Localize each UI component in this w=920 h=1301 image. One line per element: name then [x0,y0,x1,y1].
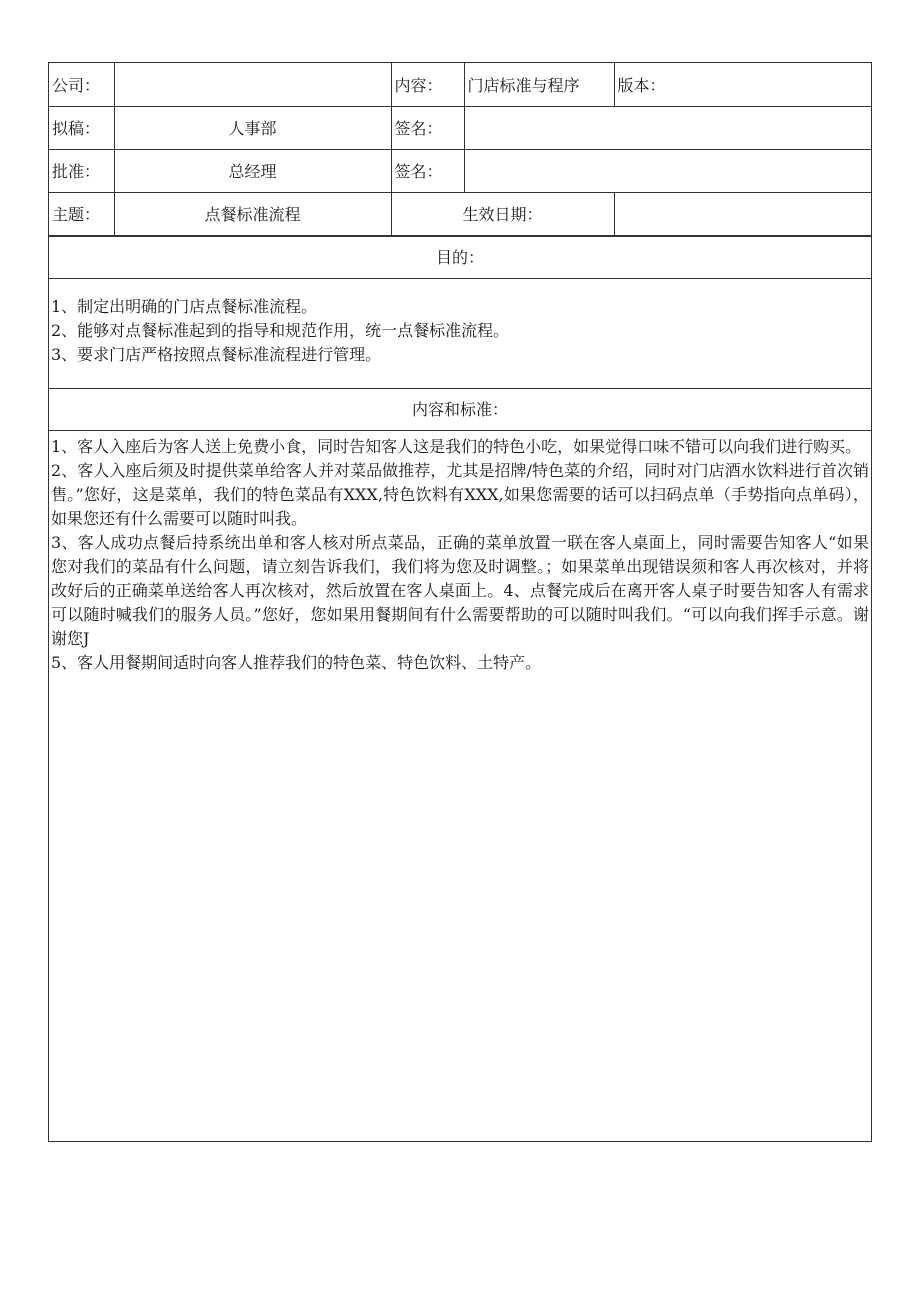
purpose-item: 2、能够对点餐标准起到的指导和规范作用，统一点餐标准流程。 [51,320,510,340]
header-table [49,63,872,236]
content-paragraph: 1、客人入座后为客人送上免费小食，同时告知客人这是我们的特色小吃，如果觉得口味不错可以向我们进行购买。 [51,436,862,456]
draft-label: 拟稿： [49,106,114,149]
sign-label-2: 签名： [391,149,464,192]
sign-value-2 [464,149,872,192]
effective-date-label: 生效日期： [391,192,614,235]
effective-date-value [614,192,872,235]
document-frame [48,62,872,1142]
approve-label: 批准： [49,149,114,192]
purpose-item: 1、制定出明确的门店点餐标准流程。 [51,296,318,316]
company-value [114,63,391,106]
header-row-2 [49,106,872,149]
header-row-3 [49,149,872,192]
content-paragraph: 3、客人成功点餐后持系统出单和客人核对所点菜品，正确的菜单放置一联在客人桌面上，同时需要告知客人“如果您对我们的菜品有什么问题，请立刻告诉我们，我们将为您及时调整。；如果菜单出现错误须和客人再次核对，并将改好后的正确菜单送给客人再次核对，然后放置在客人桌面上。4、点餐完成后在离开客人桌子时要告知客人有需求可以随时喊我们的服务人员。”您好，您如果用餐期间有什么需要帮助的可以随时叫我们。“可以向我们挥手示意。谢谢您J [51,532,869,648]
content-body [49,430,871,683]
header-row-1 [49,63,872,106]
content-paragraph: 2、客人入座后须及时提供菜单给客人并对菜品做推荐，尤其是招牌/特色菜的介绍，同时对门店酒水饮料进行首次销售。”您好，这是菜单，我们的特色菜品有XXX,特色饮料有XXX,如果您需要的话可以扫码点单（手势指向点单码），如果您还有什么需要可以随时叫我。 [51,460,869,528]
subject-label: 主题： [49,192,114,235]
draft-value: 人事部 [114,106,391,149]
purpose-title: 目的： [49,236,871,278]
sign-value-1 [464,106,872,149]
purpose-item: 3、要求门店严格按照点餐标准流程进行管理。 [51,344,382,364]
approve-value: 总经理 [114,149,391,192]
company-label: 公司： [49,63,114,106]
header-row-4 [49,192,872,235]
content-paragraph: 5、客人用餐期间适时向客人推荐我们的特色菜、特色饮料、土特产。 [51,652,542,672]
version-label: 版本： [614,63,872,106]
content-title: 内容和标准： [49,388,871,430]
subject-value: 点餐标准流程 [114,192,391,235]
content-label: 内容： [391,63,464,106]
sign-label-1: 签名： [391,106,464,149]
content-value: 门店标准与程序 [464,63,614,106]
purpose-body [49,278,871,388]
